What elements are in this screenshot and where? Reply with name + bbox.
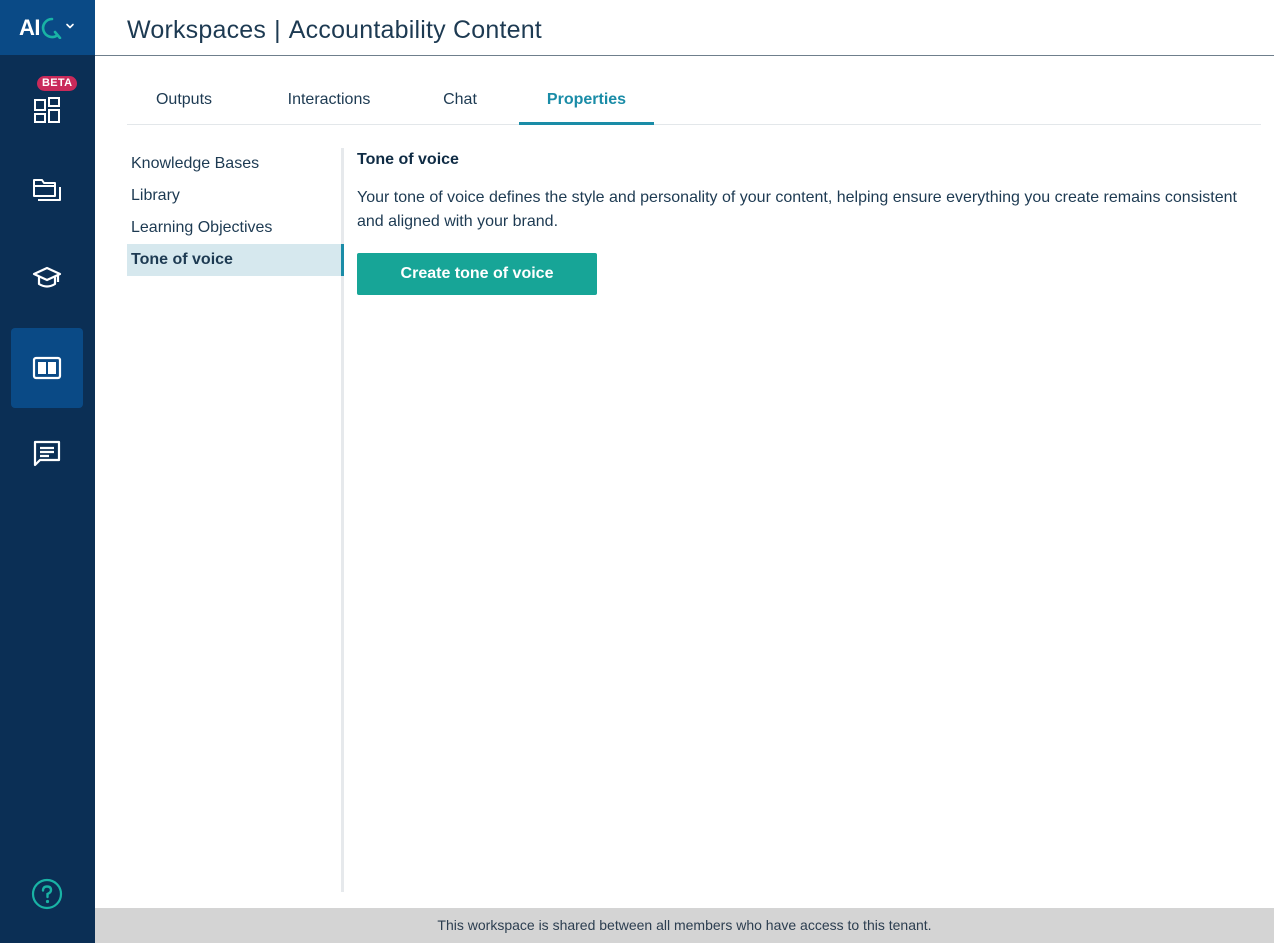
tone-of-voice-panel xyxy=(357,148,1237,282)
rail-item-workspaces[interactable] xyxy=(11,328,83,408)
dashboard-grid-icon xyxy=(31,94,63,126)
breadcrumb-section[interactable]: Workspaces xyxy=(127,16,267,44)
left-nav-rail xyxy=(0,0,95,943)
rail-item-learning[interactable] xyxy=(11,242,83,314)
beta-badge: BETA xyxy=(37,76,77,91)
section-heading: Tone of voice xyxy=(357,151,459,168)
rail-item-folders[interactable] xyxy=(11,154,83,226)
rail-item-chat[interactable] xyxy=(11,418,83,490)
side-item-knowledge-bases[interactable]: Knowledge Bases xyxy=(131,155,260,172)
app-logo xyxy=(19,15,63,41)
section-description: Your tone of voice defines the style and personality of your content, helping ensure everything you create remains consistent and aligned with your brand. xyxy=(357,189,1237,230)
create-tone-of-voice-button[interactable]: Create tone of voice xyxy=(357,253,597,295)
folder-stack-icon xyxy=(31,174,63,206)
breadcrumb-separator: | xyxy=(274,16,281,44)
tab-interactions[interactable]: Interactions xyxy=(287,91,371,108)
help-circle-icon[interactable] xyxy=(31,878,63,910)
tab-properties[interactable]: Properties xyxy=(519,80,654,124)
side-item-learning-objectives[interactable]: Learning Objectives xyxy=(131,219,273,236)
graduation-cap-icon xyxy=(31,262,63,294)
rail-item-dashboard[interactable] xyxy=(11,74,83,146)
tab-bar xyxy=(127,80,1261,125)
side-item-library[interactable]: Library xyxy=(131,187,180,204)
chat-bubble-icon xyxy=(31,438,63,470)
workspace-name: Accountability Content xyxy=(288,16,542,44)
columns-panel-icon xyxy=(31,352,63,384)
side-item-tone-of-voice[interactable]: Tone of voice xyxy=(127,244,341,276)
properties-side-menu xyxy=(127,148,344,892)
q-ring-icon xyxy=(41,17,63,39)
brand-menu[interactable] xyxy=(0,0,95,55)
tab-outputs[interactable]: Outputs xyxy=(155,91,213,108)
tab-chat[interactable]: Chat xyxy=(443,91,477,108)
chevron-down-icon[interactable] xyxy=(64,20,76,32)
shared-workspace-footer: This workspace is shared between all members who have access to this tenant. xyxy=(95,908,1274,943)
page-title xyxy=(127,16,542,45)
logo-text: AI xyxy=(19,14,40,40)
page-header xyxy=(95,0,1274,56)
